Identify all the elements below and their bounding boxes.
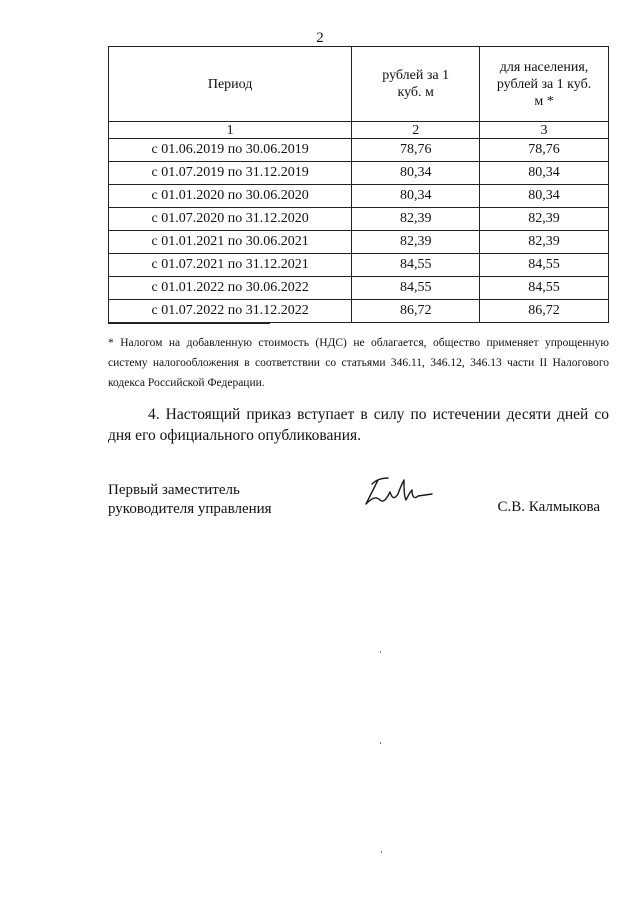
header-rate-text: рублей за 1 куб. м	[382, 68, 450, 100]
period-cell: с 01.07.2020 по 31.12.2020	[109, 208, 352, 231]
period-cell: с 01.07.2021 по 31.12.2021	[109, 254, 352, 277]
population-rate-cell: 82,39	[480, 231, 609, 254]
column-number: 1	[109, 122, 352, 139]
footnote: * Налогом на добавленную стоимость (НДС) не облагается, общество применяет упрощенную систему налогообложения в соответствии со статьями 346.11, 346.12, 346.13 части II Налогового кодекса Российской Федерации.	[108, 337, 609, 389]
tariff-table	[108, 46, 609, 323]
scan-speck	[380, 651, 381, 653]
header-rate	[352, 47, 480, 122]
period-cell: с 01.01.2021 по 30.06.2021	[109, 231, 352, 254]
handwritten-signature	[362, 474, 434, 510]
signer-name: С.В. Калмыкова	[497, 499, 600, 515]
rate-cell: 80,34	[352, 185, 480, 208]
table-row	[109, 231, 609, 254]
rate-cell: 84,55	[352, 254, 480, 277]
period-cell: с 01.07.2019 по 31.12.2019	[109, 162, 352, 185]
column-number: 2	[352, 122, 480, 139]
signer-position-line: руководителя управления	[108, 501, 272, 517]
column-number: 3	[480, 122, 609, 139]
period-cell: с 01.01.2020 по 30.06.2020	[109, 185, 352, 208]
population-rate-cell: 80,34	[480, 185, 609, 208]
table-row	[109, 139, 609, 162]
header-rate-population	[480, 47, 609, 122]
table-row	[109, 162, 609, 185]
header-rate-population-text: для населения, рублей за 1 куб. м *	[496, 59, 592, 109]
table-row	[109, 254, 609, 277]
rate-cell: 80,34	[352, 162, 480, 185]
rate-cell: 82,39	[352, 231, 480, 254]
population-rate-cell: 82,39	[480, 208, 609, 231]
scan-speck	[381, 851, 382, 853]
column-number-row	[109, 122, 609, 139]
header-period: Период	[109, 47, 352, 122]
population-rate-cell: 84,55	[480, 277, 609, 300]
clause-4: 4. Настоящий приказ вступает в силу по истечении десяти дней со дня его официального опубликования.	[108, 406, 609, 444]
table-row	[109, 300, 609, 323]
signer-position	[108, 481, 338, 519]
population-rate-cell: 80,34	[480, 162, 609, 185]
rate-cell: 86,72	[352, 300, 480, 323]
rate-cell: 82,39	[352, 208, 480, 231]
footnote-divider	[108, 323, 270, 324]
period-cell: с 01.07.2022 по 31.12.2022	[109, 300, 352, 323]
scan-speck	[380, 742, 381, 744]
population-rate-cell: 86,72	[480, 300, 609, 323]
population-rate-cell: 84,55	[480, 254, 609, 277]
page-number: 2	[316, 30, 324, 46]
table-row	[109, 277, 609, 300]
table-row	[109, 185, 609, 208]
rate-cell: 84,55	[352, 277, 480, 300]
period-cell: с 01.06.2019 по 30.06.2019	[109, 139, 352, 162]
population-rate-cell: 78,76	[480, 139, 609, 162]
rate-cell: 78,76	[352, 139, 480, 162]
table-row	[109, 208, 609, 231]
table-header-row	[109, 47, 609, 122]
signer-position-line: Первый заместитель	[108, 482, 240, 498]
period-cell: с 01.01.2022 по 30.06.2022	[109, 277, 352, 300]
